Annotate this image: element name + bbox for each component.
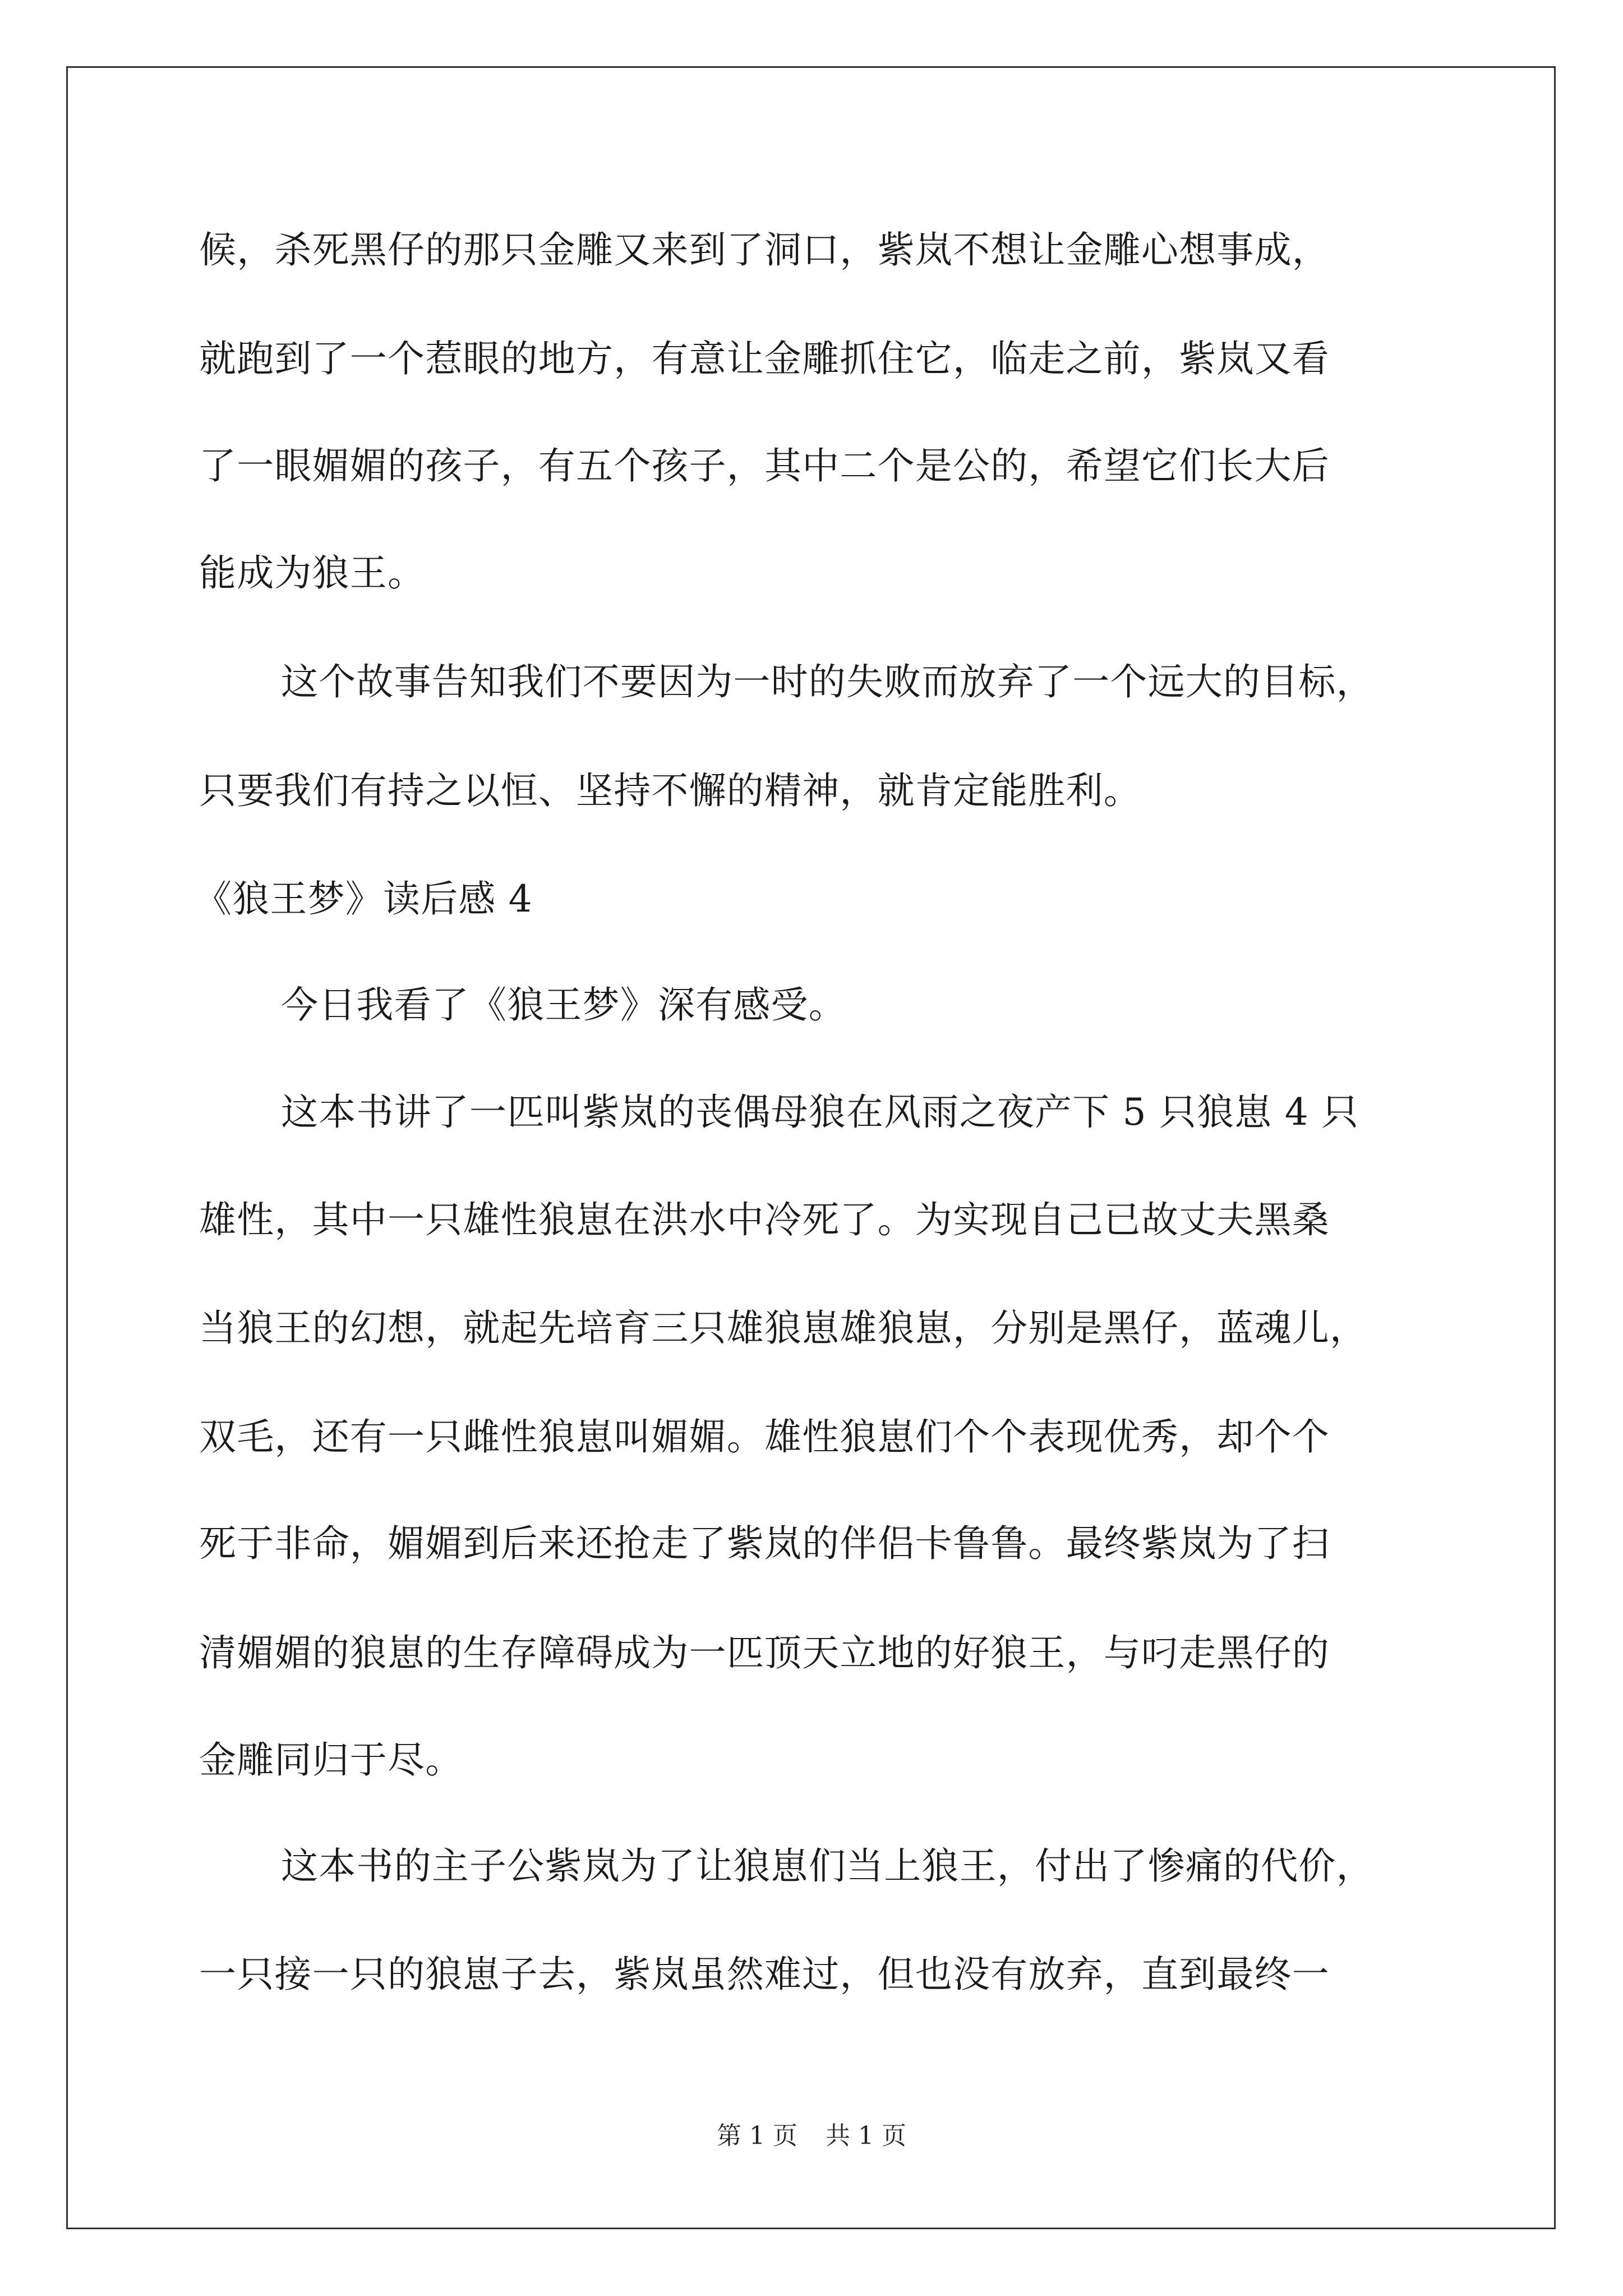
page-footer — [0, 2119, 1623, 2153]
text-line: 了一眼媚媚的孩子，有五个孩子，其中二个是公的，希望它们长大后 — [199, 444, 1330, 487]
text-line: 清媚媚的狼崽的生存障碍成为一匹顶天立地的好狼王，与叼走黑仔的 — [199, 1631, 1330, 1674]
text-line: 只要我们有持之以恒、坚持不懈的精神，就肯定能胜利。 — [199, 769, 1141, 812]
page-number-total: 共 1 页 — [826, 2122, 906, 2150]
text-line: 雄性，其中一只雄性狼崽在洪水中冷死了。为实现自己已故丈夫黑桑 — [199, 1198, 1330, 1241]
page-number-current: 第 1 页 — [717, 2122, 797, 2150]
text-line: 当狼王的幻想，就起先培育三只雄狼崽雄狼崽，分别是黑仔，蓝魂儿， — [199, 1306, 1368, 1350]
text-line: 就跑到了一个惹眼的地方，有意让金雕抓住它，临走之前，紫岚又看 — [199, 337, 1330, 380]
text-line: 死于非命，媚媚到后来还抢走了紫岚的伴侣卡鲁鲁。最终紫岚为了扫 — [199, 1522, 1330, 1565]
text-line: 今日我看了《狼王梦》深有感受。 — [281, 983, 846, 1027]
text-line: 双毛，还有一只雌性狼崽叫媚媚。雄性狼崽们个个表现优秀，却个个 — [199, 1415, 1330, 1458]
text-line: 这个故事告知我们不要因为一时的失败而放弃了一个远大的目标， — [281, 660, 1374, 703]
text-line: 金雕同归于尽。 — [199, 1738, 463, 1782]
text-line: 一只接一只的狼崽子去，紫岚虽然难过，但也没有放弃，直到最终一 — [199, 1953, 1330, 1996]
text-line: 这本书的主子公紫岚为了让狼崽们当上狼王，付出了惨痛的代价， — [281, 1844, 1374, 1888]
text-line: 这本书讲了一匹叫紫岚的丧偶母狼在风雨之夜产下 5 只狼崽 4 只 — [281, 1091, 1359, 1134]
section-heading: 《狼王梦》读后感 4 — [195, 877, 533, 921]
page-border — [66, 66, 1556, 2229]
text-line: 能成为狼王。 — [199, 551, 426, 595]
text-line: 候，杀死黑仔的那只金雕又来到了洞口，紫岚不想让金雕心想事成， — [199, 228, 1330, 272]
